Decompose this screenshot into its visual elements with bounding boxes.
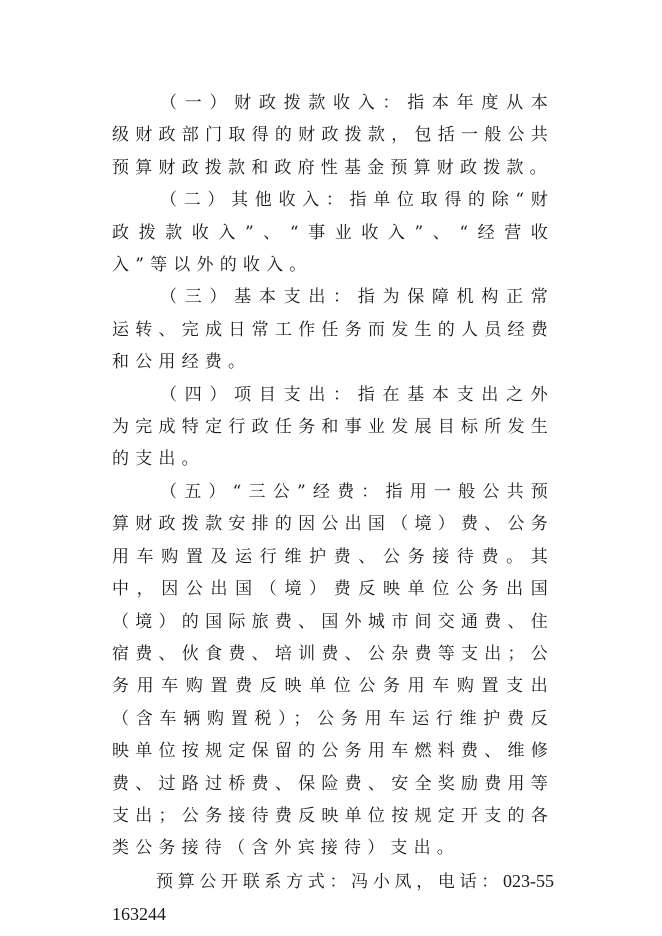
paragraph-other-income: （二）其他收入：指单位取得的除“财政拨款收入”、“事业收入”、“经营收入”等以外的收入。 (112, 190, 554, 276)
paragraph-three-public-expenses: （五）“三公”经费：指用一般公共预算财政拨款安排的因公出国（境）费、公务用车购置及运行维护费、公务接待费。其中，因公出国（境）费反映单位公务出国（境）的国际旅费、国外城市间交通费、住宿费、伙食费、培训费、公杂费等支出；公务用车购置费反映单位公务用车购置支出（含车辆购置税）；公务用车运行维护费反映单位按规定保留的公务用车燃料费、维修费、过路过桥费、保险费、安全奖励费用等支出；公务接待费反映单位按规定开支的各类公务接待（含外宾接待）支出。 (112, 481, 554, 859)
paragraph-basic-expenditure: （三）基本支出：指为保障机构正常运转、完成日常工作任务而发生的人员经费和公用经费。 (112, 287, 554, 373)
contact-label: 预算公开联系方式：冯小凤，电话： (156, 871, 503, 892)
contact-phone: 023-55163244 (112, 870, 554, 925)
paragraph-fiscal-appropriation-income: （一）财政拨款收入：指本年度从本级财政部门取得的财政拨款，包括一般公共预算财政拨款和政府性基金预算财政拨款。 (112, 93, 554, 178)
document-page (112, 87, 554, 932)
contact-line (112, 865, 554, 932)
paragraph-project-expenditure: （四）项目支出：指在基本支出之外为完成特定行政任务和事业发展目标所发生的支出。 (112, 384, 554, 470)
